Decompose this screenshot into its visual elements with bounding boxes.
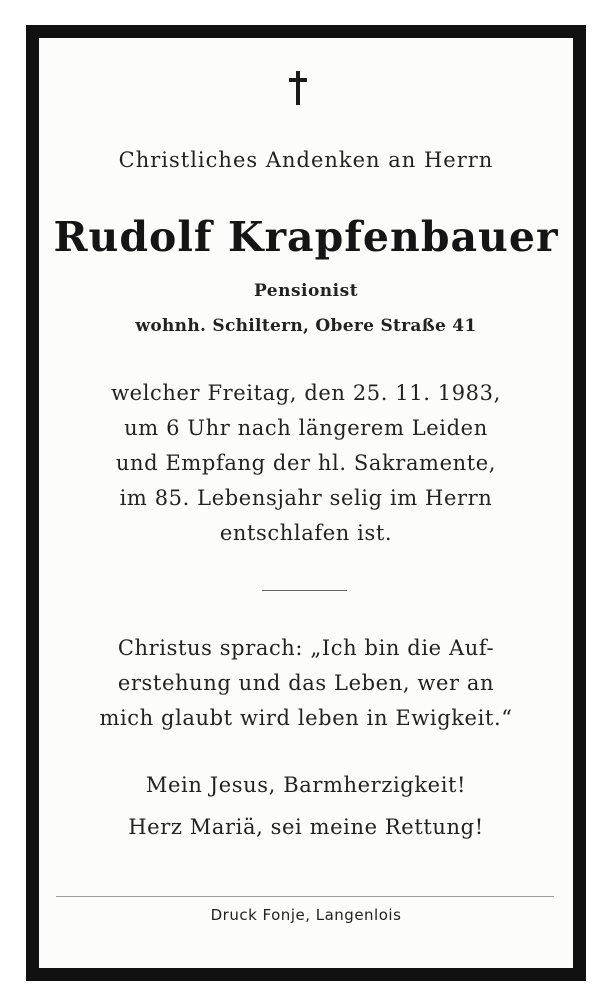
- death-notice-line: im 85. Lebensjahr selig im Herrn: [119, 486, 493, 510]
- prayer-line: Herz Mariä, sei meine Rettung!: [128, 815, 484, 839]
- death-notice-line: und Empfang der hl. Sakramente,: [115, 451, 497, 475]
- prayer-line: Mein Jesus, Barmherzigkeit!: [145, 773, 467, 797]
- death-notice-line: welcher Freitag, den 25. 11. 1983,: [111, 381, 501, 405]
- section-divider: [262, 590, 347, 591]
- intro-text: Christliches Andenken an Herrn: [118, 148, 494, 172]
- quote-line: mich glaubt wird leben in Ewigkeit.“: [99, 706, 513, 730]
- footer-divider: [56, 896, 554, 897]
- occupation: Pensionist: [253, 281, 359, 301]
- printer-credit: Druck Fonje, Langenlois: [210, 906, 402, 924]
- death-notice-line: um 6 Uhr nach längerem Leiden: [124, 416, 488, 440]
- quote-line: erstehung und das Leben, wer an: [117, 671, 495, 695]
- cross-icon: [276, 47, 278, 49]
- quote-line: Christus sprach: „Ich bin die Auf-: [117, 636, 495, 660]
- residence: wohnh. Schiltern, Obere Straße 41: [135, 316, 477, 336]
- deceased-name: Rudolf Krapfenbauer: [53, 213, 559, 261]
- death-notice-line: entschlafen ist.: [219, 521, 393, 545]
